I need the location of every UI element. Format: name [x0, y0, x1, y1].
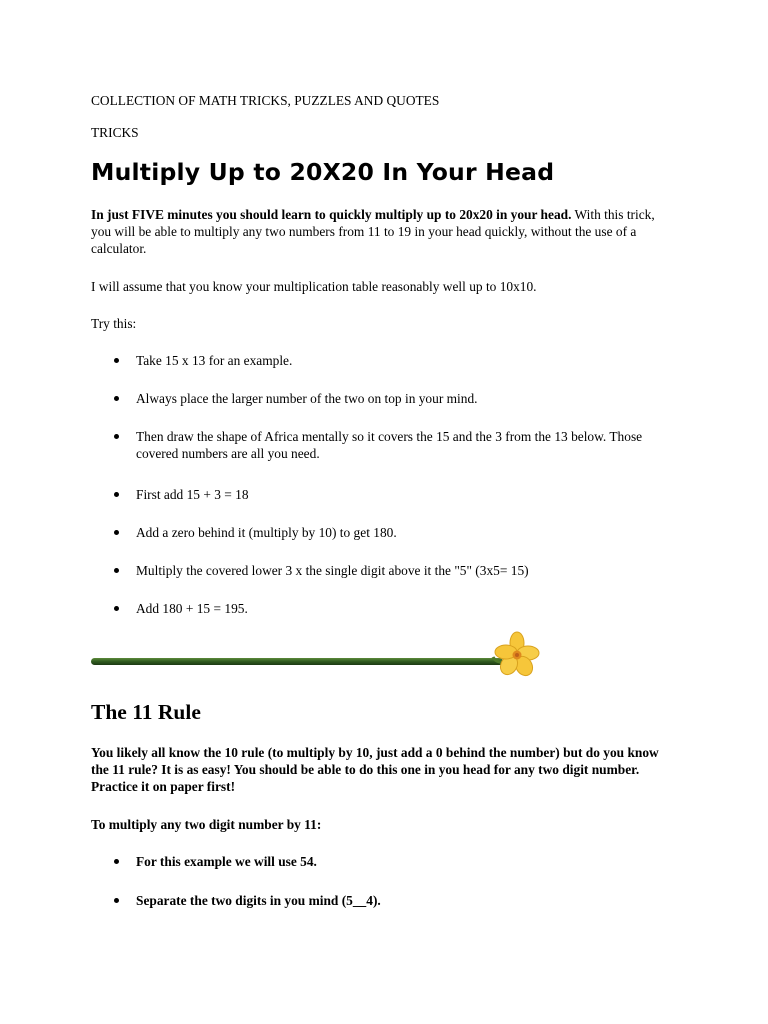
bullet-icon — [114, 434, 119, 439]
bullet-icon — [114, 568, 119, 573]
flower-icon — [493, 632, 539, 679]
list-item-text: Separate the two digits in you mind (5__4). — [136, 893, 381, 908]
list-item — [91, 600, 681, 617]
intro-paragraph — [91, 206, 669, 257]
intro-rest-text: With this trick, you will be able to multiply any two numbers from 11 to 19 in your head quickly, without the use of a calculator. — [91, 207, 655, 256]
list-item — [91, 352, 681, 369]
bullet-icon — [114, 358, 119, 363]
list-item — [91, 486, 681, 503]
list-item-text: Multiply the covered lower 3 x the single digit above it the "5" (3x5= 15) — [136, 563, 529, 578]
list-item-text: Always place the larger number of the two on top in your mind. — [136, 391, 478, 406]
vine-divider — [91, 631, 547, 683]
bullet-icon — [114, 898, 119, 903]
bullet-icon — [114, 396, 119, 401]
list-item — [91, 562, 681, 579]
bullet-icon — [114, 606, 119, 611]
list-item — [91, 524, 681, 541]
to-multiply-paragraph: To multiply any two digit number by 11: — [91, 817, 322, 832]
list-item — [91, 892, 681, 909]
bullet-icon — [114, 492, 119, 497]
vine-line — [91, 658, 503, 665]
list-item-text: For this example we will use 54. — [136, 854, 317, 869]
list-item-text: First add 15 + 3 = 18 — [136, 487, 249, 502]
list-item-text: Take 15 x 13 for an example. — [136, 353, 293, 368]
bullet-icon — [114, 530, 119, 535]
list-item-text: Add 180 + 15 = 195. — [136, 601, 248, 616]
list-item-text: Add a zero behind it (multiply by 10) to get 180. — [136, 525, 397, 540]
try-this-paragraph: Try this: — [91, 316, 137, 331]
list-item — [91, 428, 681, 462]
list-item-text: Then draw the shape of Africa mentally so it covers the 15 and the 3 from the 13 below. Those covered numbers are all you need. — [136, 429, 643, 461]
list-item — [91, 853, 681, 870]
assumption-paragraph: I will assume that you know your multiplication table reasonably well up to 10x10. — [91, 279, 537, 294]
article-title: Multiply Up to 20X20 In Your Head — [91, 158, 555, 186]
document-header: COLLECTION OF MATH TRICKS, PUZZLES AND QUOTES — [91, 93, 440, 108]
bullet-icon — [114, 859, 119, 864]
section-label: TRICKS — [91, 125, 139, 140]
intro-bold-text: In just FIVE minutes you should learn to quickly multiply up to 20x20 in your head. — [91, 207, 572, 222]
section-title: The 11 Rule — [91, 700, 201, 724]
rule-intro-paragraph: You likely all know the 10 rule (to multiply by 10, just add a 0 behind the number) but do you know the 11 rule? It is as easy! You should be able to do this one in you head for any two digit number. Practice it on paper first! — [91, 745, 659, 794]
list-item — [91, 390, 681, 407]
